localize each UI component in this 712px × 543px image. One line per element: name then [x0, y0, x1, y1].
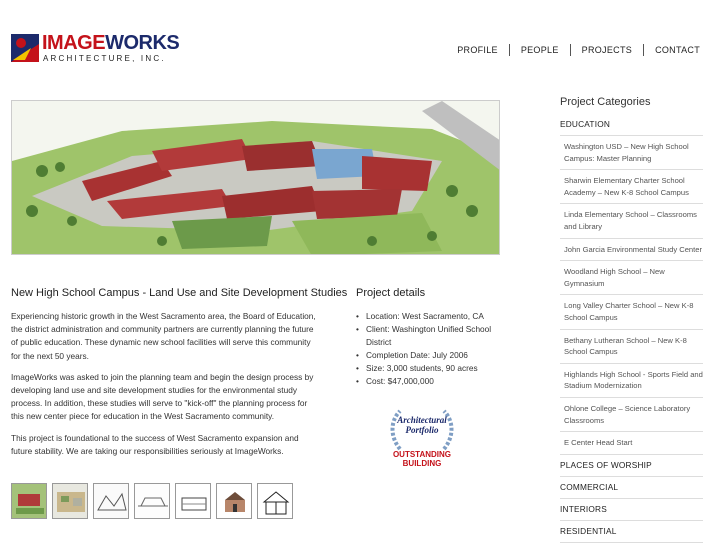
project-title: New High School Campus - Land Use and Site Development Studies: [11, 287, 348, 299]
badge-line-4: BUILDING: [402, 459, 442, 468]
project-thumbnail-1[interactable]: [11, 483, 47, 519]
project-thumbnail-6[interactable]: [216, 483, 252, 519]
campus-rendering-image: [12, 101, 500, 255]
thumbnail-image: [53, 484, 88, 519]
project-thumbnails: [11, 483, 298, 519]
logo-wordmark: [42, 32, 179, 55]
project-thumbnail-7[interactable]: [257, 483, 293, 519]
thumbnail-image: [12, 484, 47, 519]
company-logo[interactable]: [11, 32, 180, 68]
sidebar-title: Project Categories: [560, 96, 651, 108]
thumbnail-image: [176, 484, 211, 519]
detail-completion-date: • Completion Date: July 2006: [356, 349, 496, 362]
nav-contact[interactable]: CONTACT: [655, 45, 700, 55]
description-paragraph: Experiencing historic growth in the West Sacramento area, the Board of Education, the district administration and community partners are currently planning the future of public education. These dynamic new school facilities will serve this community for the next 50 years.: [11, 311, 316, 361]
thumbnail-image: [94, 484, 129, 519]
category-interiors[interactable]: INTERIORS: [560, 499, 703, 521]
project-thumbnail-5[interactable]: [175, 483, 211, 519]
thumbnail-image: [135, 484, 170, 519]
logo-word-works: WORKS: [105, 32, 180, 54]
project-thumbnail-3[interactable]: [93, 483, 129, 519]
detail-size: • Size: 3,000 students, 90 acres: [356, 362, 496, 375]
badge-line-1: Architectural: [397, 415, 447, 425]
logo-word-image: IMAGE: [42, 32, 106, 54]
project-thumbnail-2[interactable]: [52, 483, 88, 519]
logo-mark-icon: [11, 34, 39, 62]
project-link-sharwin[interactable]: Sharwin Elementary Charter School Academy – New K-8 School Campus: [560, 170, 703, 204]
badge-line-2: Portfolio: [405, 425, 439, 435]
nav-profile[interactable]: PROFILE: [457, 45, 498, 55]
main-navigation: [446, 44, 700, 56]
project-details-title: Project details: [356, 287, 426, 299]
project-link-linda[interactable]: Linda Elementary School – Classrooms and Library: [560, 204, 703, 238]
project-link-long-valley[interactable]: Long Valley Charter School – New K-8 School Campus: [560, 295, 703, 329]
project-link-washington-usd[interactable]: Washington USD – New High School Campus: Master Planning: [560, 136, 703, 170]
thumbnail-image: [217, 484, 252, 519]
thumbnail-image: [258, 484, 293, 519]
project-link-e-center[interactable]: E Center Head Start: [560, 432, 703, 455]
project-link-bethany[interactable]: Bethany Lutheran School – New K-8 School Campus: [560, 330, 703, 364]
badge-line-3: OUTSTANDING: [392, 450, 452, 459]
project-thumbnail-4[interactable]: [134, 483, 170, 519]
category-residential[interactable]: RESIDENTIAL: [560, 521, 703, 543]
detail-location: • Location: West Sacramento, CA: [356, 310, 496, 323]
description-paragraph: This project is foundational to the success of West Sacramento expansion and future stability. We are taking our responsibilities seriously at ImageWorks.: [11, 432, 299, 456]
project-categories-sidebar: [560, 96, 703, 543]
award-badge-icon: [386, 403, 458, 471]
project-description: [11, 310, 319, 466]
nav-projects[interactable]: PROJECTS: [581, 45, 633, 55]
project-hero-image: [11, 100, 500, 255]
category-education[interactable]: EDUCATION: [560, 114, 703, 136]
detail-cost: • Cost: $47,000,000: [356, 375, 496, 388]
project-link-john-garcia[interactable]: John Garcia Environmental Study Center: [560, 239, 703, 262]
description-paragraph: ImageWorks was asked to join the planning team and begin the design process by developing land use and site development studies for the environmental study process. In addition, these studies will serve to "kick-off" the planning process for this new center piece for education in the West Sacramento community.: [11, 371, 314, 422]
project-details-list: [356, 310, 496, 388]
project-link-ohlone[interactable]: Ohlone College – Science Laboratory Classrooms: [560, 398, 703, 432]
detail-client: • Client: Washington Unified School District: [356, 323, 496, 349]
nav-people[interactable]: PEOPLE: [520, 45, 559, 55]
category-places-of-worship[interactable]: PLACES OF WORSHIP: [560, 455, 703, 477]
logo-subtitle: ARCHITECTURE, INC.: [43, 54, 166, 63]
project-link-highlands[interactable]: Highlands High School - Sports Field and Stadium Modernization: [560, 364, 703, 398]
project-link-woodland[interactable]: Woodland High School – New Gymnasium: [560, 261, 703, 295]
category-commercial[interactable]: COMMERCIAL: [560, 477, 703, 499]
